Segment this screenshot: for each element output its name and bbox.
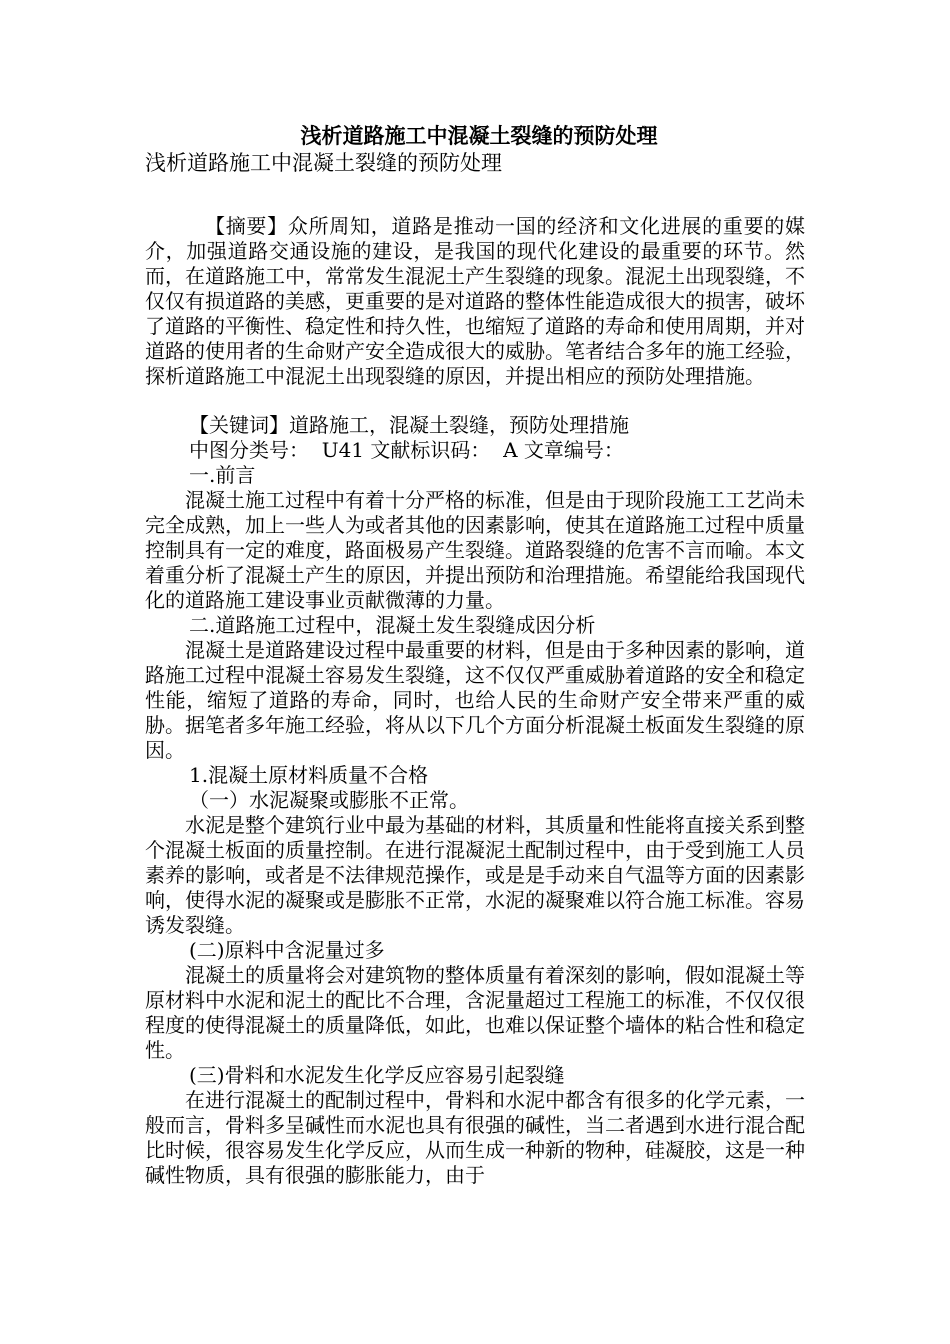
section-heading-crack-causes: 二.道路施工过程中，混凝土发生裂缝成因分析 xyxy=(189,613,596,637)
spacer xyxy=(145,389,805,413)
subsection-heading-mud: (二)原料中含泥量过多 xyxy=(189,938,385,962)
reaction-paragraph: 在进行混凝土的配制过程中，骨料和水泥中都含有很多的化学元素，一般而言，骨料多呈碱性而水泥也具有很强的碱性，当二者遇到水进行混合配比时候，很容易发生化学反应，从而生成一种新的物种，硅凝胶，这是一种碱性物质，具有很强的膨胀能力，由于 xyxy=(145,1088,805,1187)
classification-line: 中图分类号： U41 文献标识码： A 文章编号： xyxy=(189,438,624,462)
subsection-heading-reaction: (三)骨料和水泥发生化学反应容易引起裂缝 xyxy=(189,1063,565,1087)
abstract-paragraph: 【摘要】众所周知，道路是推动一国的经济和文化进展的重要的媒介，加强道路交通设施的建设，是我国的现代化建设的最重要的环节。然而，在道路施工中，常常发生混泥土产生裂缝的现象。混泥土出现裂缝，不仅仅有损道路的美感，更重要的是对道路的整体性能造成很大的损害，破坏了道路的平衡性、稳定性和持久性，也缩短了道路的寿命和使用周期，并对道路的使用者的生命财产安全造成很大的威胁。笔者结合多年的施工经验，探析道路施工中混泥土出现裂缝的原因，并提出相应的预防处理措施。 xyxy=(145,214,805,388)
crack-causes-paragraph: 混凝土是道路建设过程中最重要的材料，但是由于多种因素的影响，道路施工过程中混凝土容易发生裂缝，这不仅仅严重威胁着道路的安全和稳定性能，缩短了道路的寿命，同时，也给人民的生命财产安全带来严重的威胁。据笔者多年施工经验，将从以下几个方面分析混凝土板面发生裂缝的原因。 xyxy=(145,638,805,762)
page-title: 浅析道路施工中混凝土裂缝的预防处理 xyxy=(300,123,658,148)
document-subtitle: 浅析道路施工中混凝土裂缝的预防处理 xyxy=(145,151,502,175)
document-content xyxy=(145,122,805,1188)
cement-paragraph: 水泥是整个建筑行业中最为基础的材料，其质量和性能将直接关系到整个混凝土板面的质量控制。在进行混凝泥土配制过程中，由于受到施工人员素养的影响，或者是不法律规范操作，或是是手动来自气温等方面的因素影响，使得水泥的凝聚或是膨胀不正常，水泥的凝聚难以符合施工标准。容易诱发裂缝。 xyxy=(145,813,805,937)
spacer xyxy=(145,190,805,214)
preface-paragraph: 混凝土施工过程中有着十分严格的标准，但是由于现阶段施工工艺尚未完全成熟，加上一些人为或者其他的因素影响，使其在道路施工过程中质量控制具有一定的难度，路面极易产生裂缝。道路裂缝的危害不言而喻。本文着重分析了混凝土产生的原因，并提出预防和治理措施。希望能给我国现代化的道路施工建设事业贡献微薄的力量。 xyxy=(145,488,805,612)
mud-paragraph: 混凝土的质量将会对建筑物的整体质量有着深刻的影响，假如混凝土等原材料中水泥和泥土的配比不合理，含泥量超过工程施工的标准，不仅仅很程度的使得混凝土的质量降低，如此，也难以保证整个墙体的粘合性和稳定性。 xyxy=(145,963,805,1062)
subsection-heading-material: 1.混凝土原材料质量不合格 xyxy=(189,763,429,787)
subsection-heading-cement: （一）水泥凝聚或膨胀不正常。 xyxy=(189,788,469,812)
section-heading-preface: 一.前言 xyxy=(189,463,256,487)
keywords-line: 【关键词】道路施工，混凝土裂缝，预防处理措施 xyxy=(189,413,629,437)
